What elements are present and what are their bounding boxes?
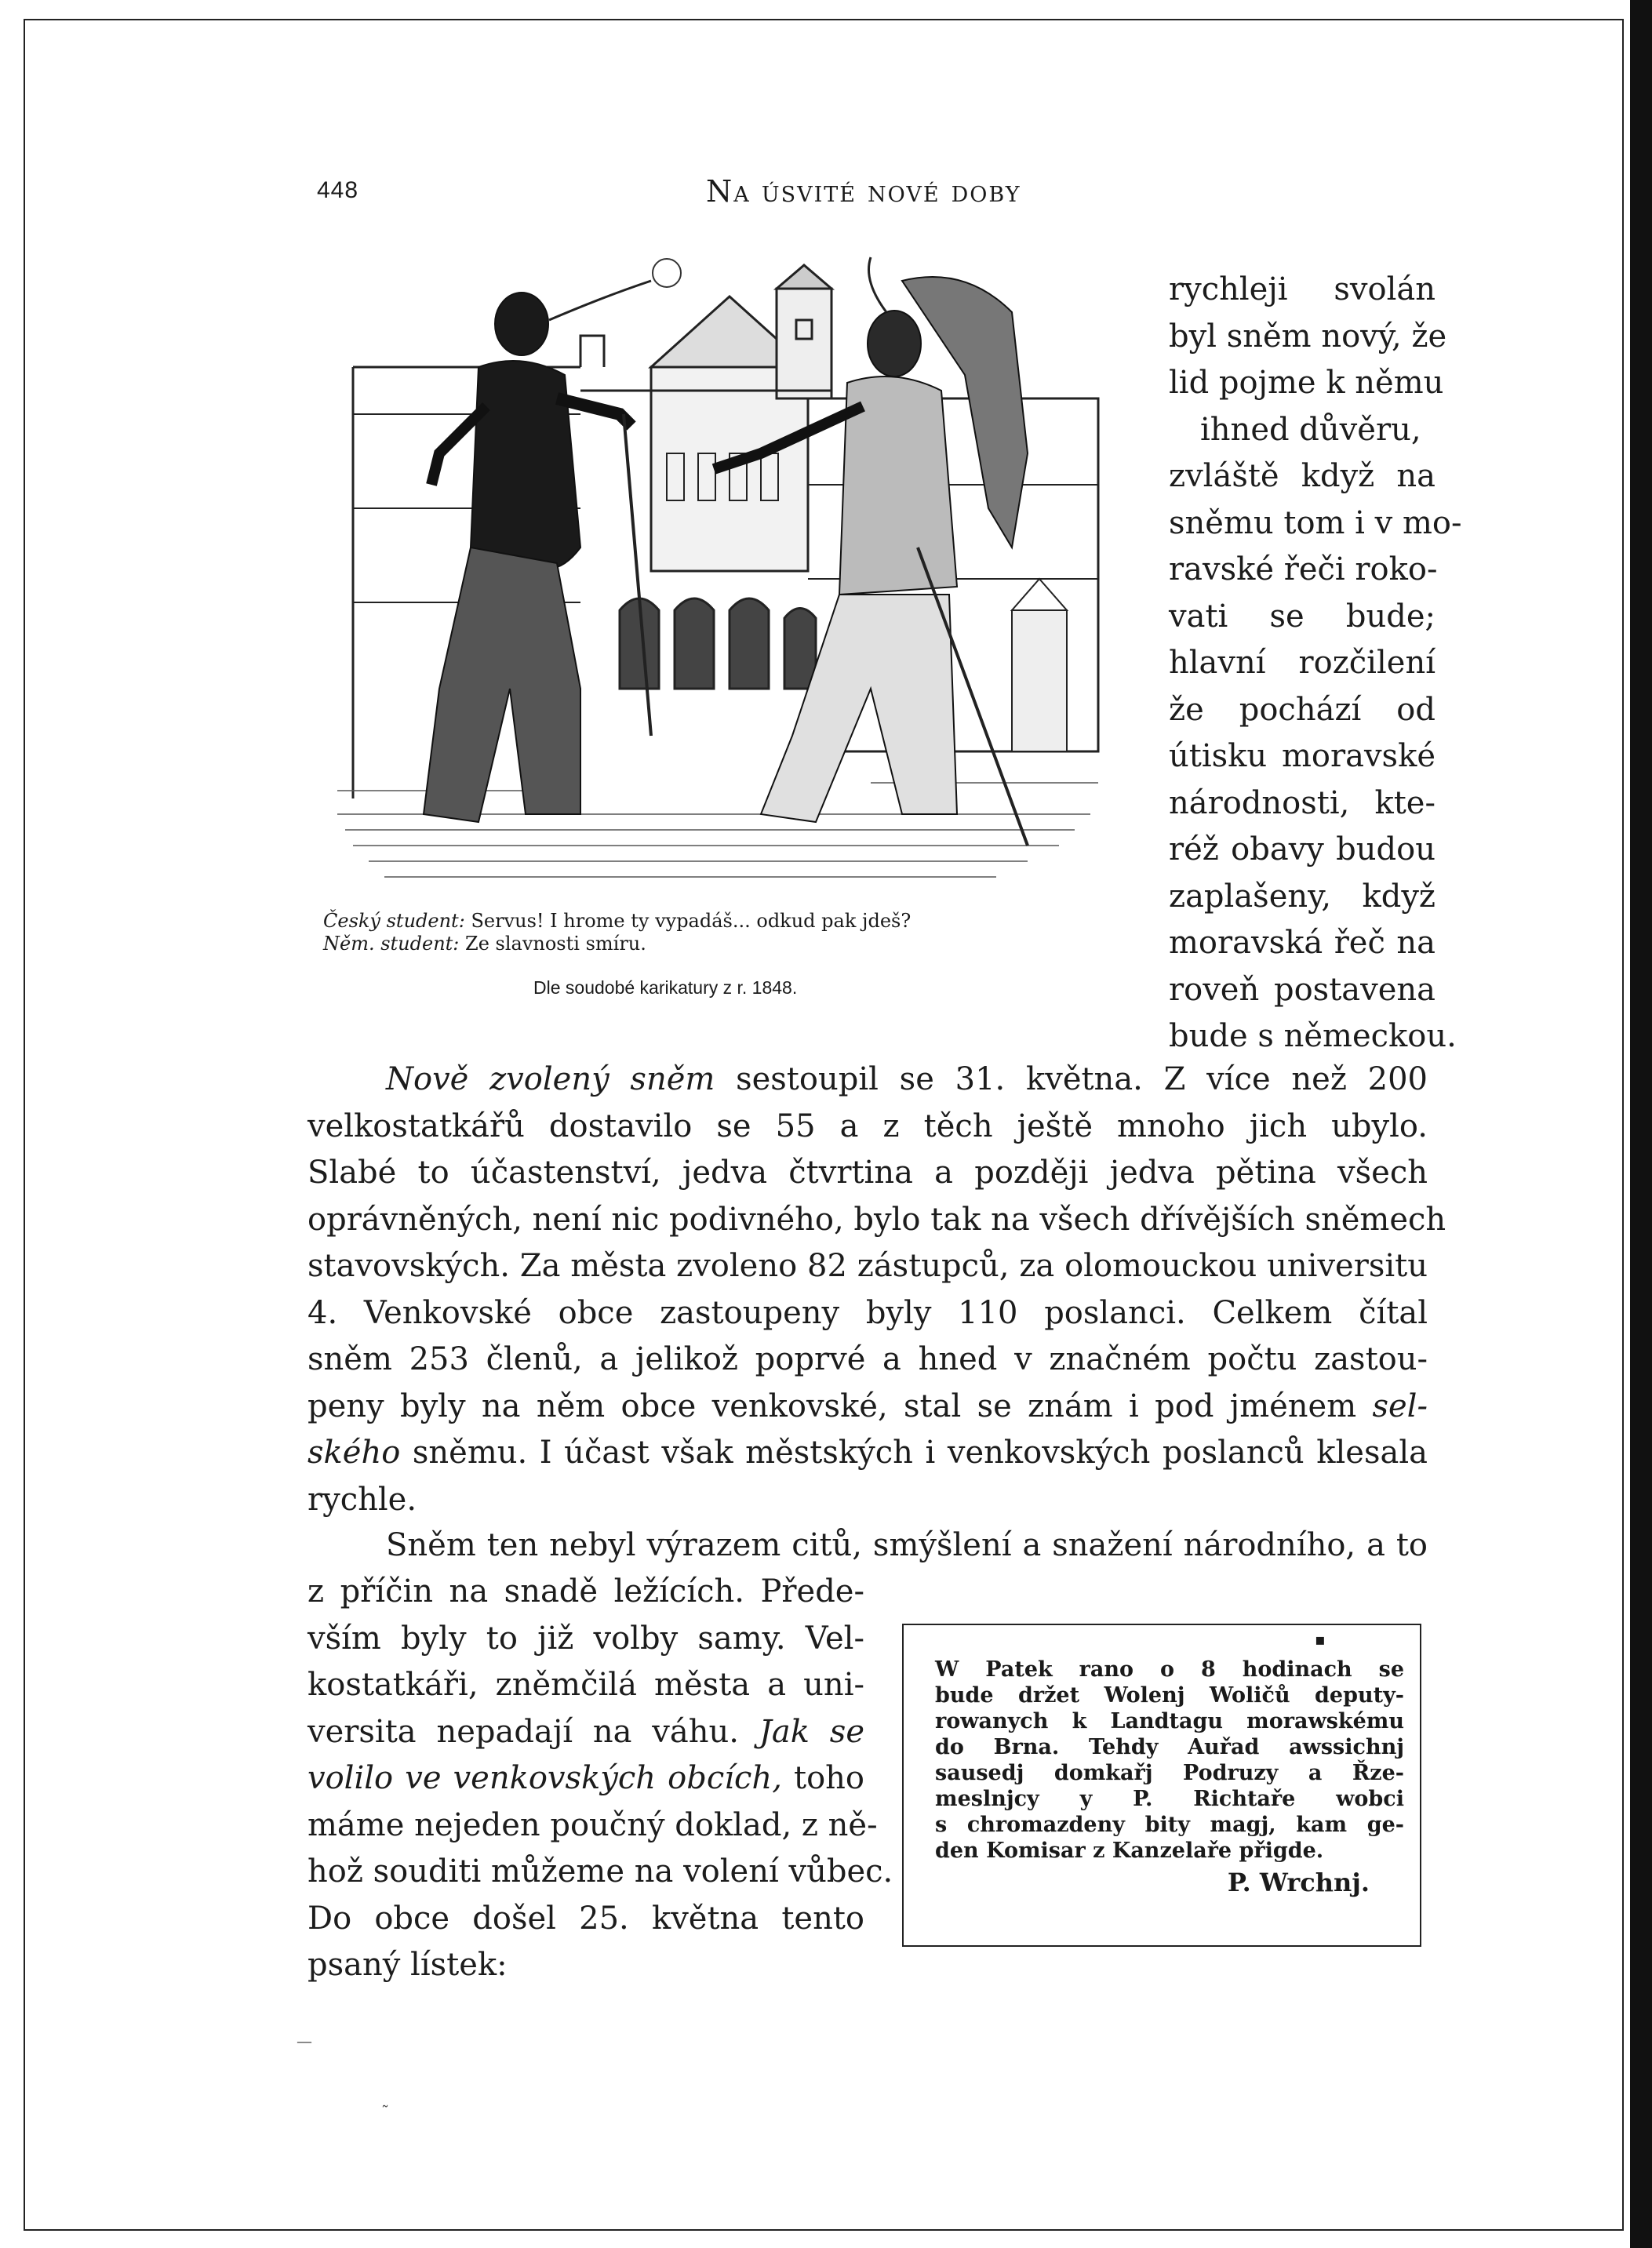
stray-mark: ▪ [1315, 1630, 1326, 1649]
text-line: sněm 253 členů, a jelikož poprvé a hned v značném počtu zastou- [307, 1341, 1428, 1377]
text-line: stavovských. Za města zvoleno 82 zástupců, za olomouckou universitu [307, 1248, 1428, 1284]
emphasis: sel- [1372, 1388, 1428, 1424]
text-span: peny byly na něm obce venkovské, stal se znám i pod jménem [307, 1388, 1373, 1424]
notice-signature: P. Wrchnj. [1227, 1868, 1370, 1897]
text-line: vším byly to již volby samy. Vel- [307, 1620, 864, 1657]
text-line: kostatkáři, zněmčilá města a uni- [307, 1667, 864, 1703]
page-edge-right [1622, 19, 1624, 2231]
notice-line: W Patek rano o 8 hodinach se [935, 1657, 1404, 1682]
text-line: zaplašeny, když [1169, 878, 1435, 915]
caricature-illustration [322, 249, 1106, 900]
notice-line: den Komisar z Kanzelaře přigde. [935, 1839, 1324, 1863]
text-line: zvláště když na [1169, 458, 1435, 494]
scan-speck: — [297, 2032, 312, 2050]
right-column-text [1169, 267, 1462, 1060]
text-line: moravská řeč na [1169, 925, 1435, 961]
election-notice-box [902, 1624, 1421, 1947]
text-line: sněmu tom i v mo- [1169, 504, 1462, 541]
emphasis: Nově zvolený sněm [386, 1061, 715, 1097]
running-title: Na úsvité nové doby [706, 174, 1021, 209]
text-span: versita nepadají na váhu. [307, 1713, 739, 1750]
text-line: bude s německou. [1169, 1018, 1457, 1054]
caption-speaker-1: Český student: [323, 910, 465, 932]
text-line: Slabé to účastenství, jedva čtvrtina a později jedva pětina všech [307, 1155, 1428, 1191]
text-line: réž obavy budou [1169, 831, 1435, 868]
emphasis: volilo ve venkovských obcích, [307, 1760, 782, 1796]
text-line: byl sněm nový, že [1169, 318, 1447, 355]
illustration-caption [323, 910, 1108, 955]
text-line: národnosti, kte- [1169, 784, 1435, 821]
text-line: rychle. [307, 1481, 417, 1518]
scan-speck: ˜ [381, 2102, 389, 2121]
paragraph-2-column [307, 1569, 893, 1989]
caption-line-2: Ze slavnosti smíru. [465, 933, 646, 955]
caption-speaker-2: Něm. student: [323, 933, 460, 955]
page-number: 448 [317, 177, 359, 203]
notice-line: s chromazdeny bity magj, kam ge- [935, 1813, 1404, 1837]
illustration-source: Dle soudobé karikatury z r. 1848. [533, 977, 798, 998]
text-line: psaný lístek: [307, 1947, 508, 1983]
scan-dark-margin [1630, 0, 1652, 2248]
text-line: roveň postavena [1169, 971, 1435, 1008]
notice-line: do Brna. Tehdy Auřad awssichnj [935, 1735, 1404, 1759]
text-line: útisku moravské [1169, 738, 1435, 774]
emphasis: ského [307, 1435, 401, 1471]
emphasis: Jak se [759, 1713, 864, 1750]
page-edge-left [24, 19, 25, 2231]
text-line: ravské řeči roko- [1169, 551, 1438, 587]
text-line: ihned důvěru, [1200, 411, 1421, 448]
text-line: lid pojme k němu [1169, 365, 1444, 401]
notice-line: rowanych k Landtagu morawskému [935, 1709, 1404, 1733]
text-line: Do obce došel 25. května tento [307, 1900, 864, 1937]
page-edge-top [24, 19, 1624, 20]
paragraph-2-first-line [307, 1522, 1428, 1570]
text-line: máme nejeden poučný doklad, z ně- [307, 1806, 878, 1843]
text-span: toho [781, 1760, 864, 1796]
notice-line: bude držet Wolenj Woličů deputy- [935, 1683, 1404, 1708]
text-line: z příčin na snadě ležících. Přede- [307, 1573, 864, 1610]
text-line: oprávněných, není nic podivného, bylo tak na všech dřívějších sněmech [307, 1201, 1446, 1238]
text-line: že pochází od [1169, 691, 1435, 728]
text-span: sněmu. I účast však městských i venkovských poslanců klesala [400, 1435, 1428, 1471]
text-line: vati se bude; [1169, 598, 1435, 635]
text-line: 4. Venkovské obce zastoupeny byly 110 poslanci. Celkem čítal [307, 1294, 1428, 1331]
text-line: rychleji svolán [1169, 271, 1435, 307]
notice-line: meslnjcy y P. Richtaře wobci [935, 1787, 1404, 1811]
paragraph-1 [307, 1057, 1446, 1523]
text-span: sestoupil se 31. května. Z více než 200 [715, 1061, 1428, 1097]
notice-line: sausedj domkařj Podruzy a Řze- [935, 1761, 1404, 1785]
text-line: hlavní rozčilení [1169, 645, 1435, 681]
caption-line-1: Servus! I hrome ty vypadáš... odkud pak jdeš? [471, 910, 912, 932]
text-line: velkostatkářů dostavilo se 55 a z těch ještě mnoho jich ubylo. [307, 1108, 1428, 1144]
text-line: hož souditi můžeme na volení vůbec. [307, 1853, 893, 1890]
page-edge-bottom [24, 2229, 1624, 2231]
text-line: Sněm ten nebyl výrazem citů, smýšlení a snažení národního, a to [386, 1527, 1428, 1563]
